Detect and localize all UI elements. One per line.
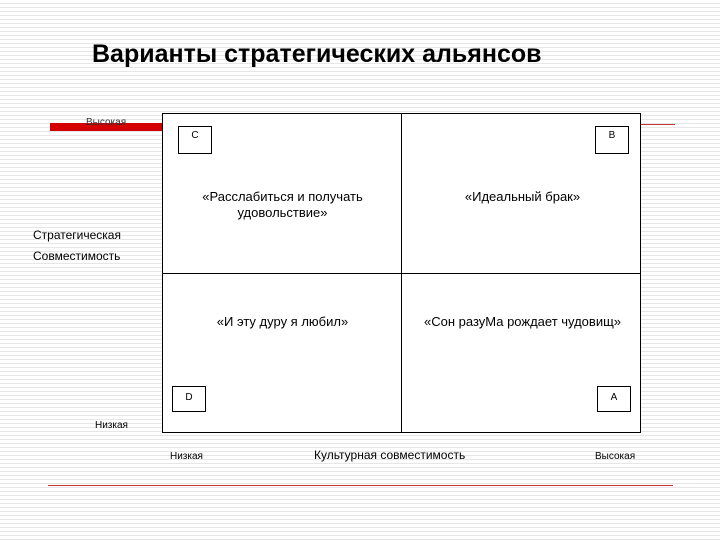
- x-axis-high-label: Высокая: [595, 451, 636, 462]
- y-axis-high-label: Высокая: [86, 117, 127, 128]
- quadrant-c-letter: C: [191, 130, 199, 141]
- quadrant-top-left-text: «Расслабиться и получать удовольствие»: [202, 189, 363, 220]
- x-axis-label: Культурная совместимость: [314, 448, 466, 462]
- quadrant-a-box: [597, 386, 631, 412]
- quadrant-bottom-right-text: «Сон разуМа рождает чудовищ»: [423, 314, 622, 329]
- quadrant-a-letter: A: [610, 392, 618, 403]
- page-title: Варианты стратегических альянсов: [92, 40, 542, 68]
- y-axis-label-line2: Совместимость: [33, 249, 121, 263]
- quadrant-top-right-text: «Идеальный брак»: [464, 189, 581, 204]
- x-axis-low-label: Низкая: [170, 451, 203, 462]
- quadrant-b-letter: B: [608, 130, 616, 141]
- quadrant-bottom-left-text: «И эту дуру я любил»: [216, 314, 349, 329]
- y-axis-label-line1: Стратегическая: [33, 228, 121, 242]
- matrix-horizontal-divider: [162, 273, 641, 274]
- quadrant-c-box: [178, 126, 212, 154]
- accent-line-bottom: [48, 485, 673, 486]
- quadrant-d-letter: D: [185, 392, 193, 403]
- quadrant-b-box: [595, 126, 629, 154]
- quadrant-d-box: [172, 386, 206, 412]
- y-axis-low-label: Низкая: [95, 420, 128, 431]
